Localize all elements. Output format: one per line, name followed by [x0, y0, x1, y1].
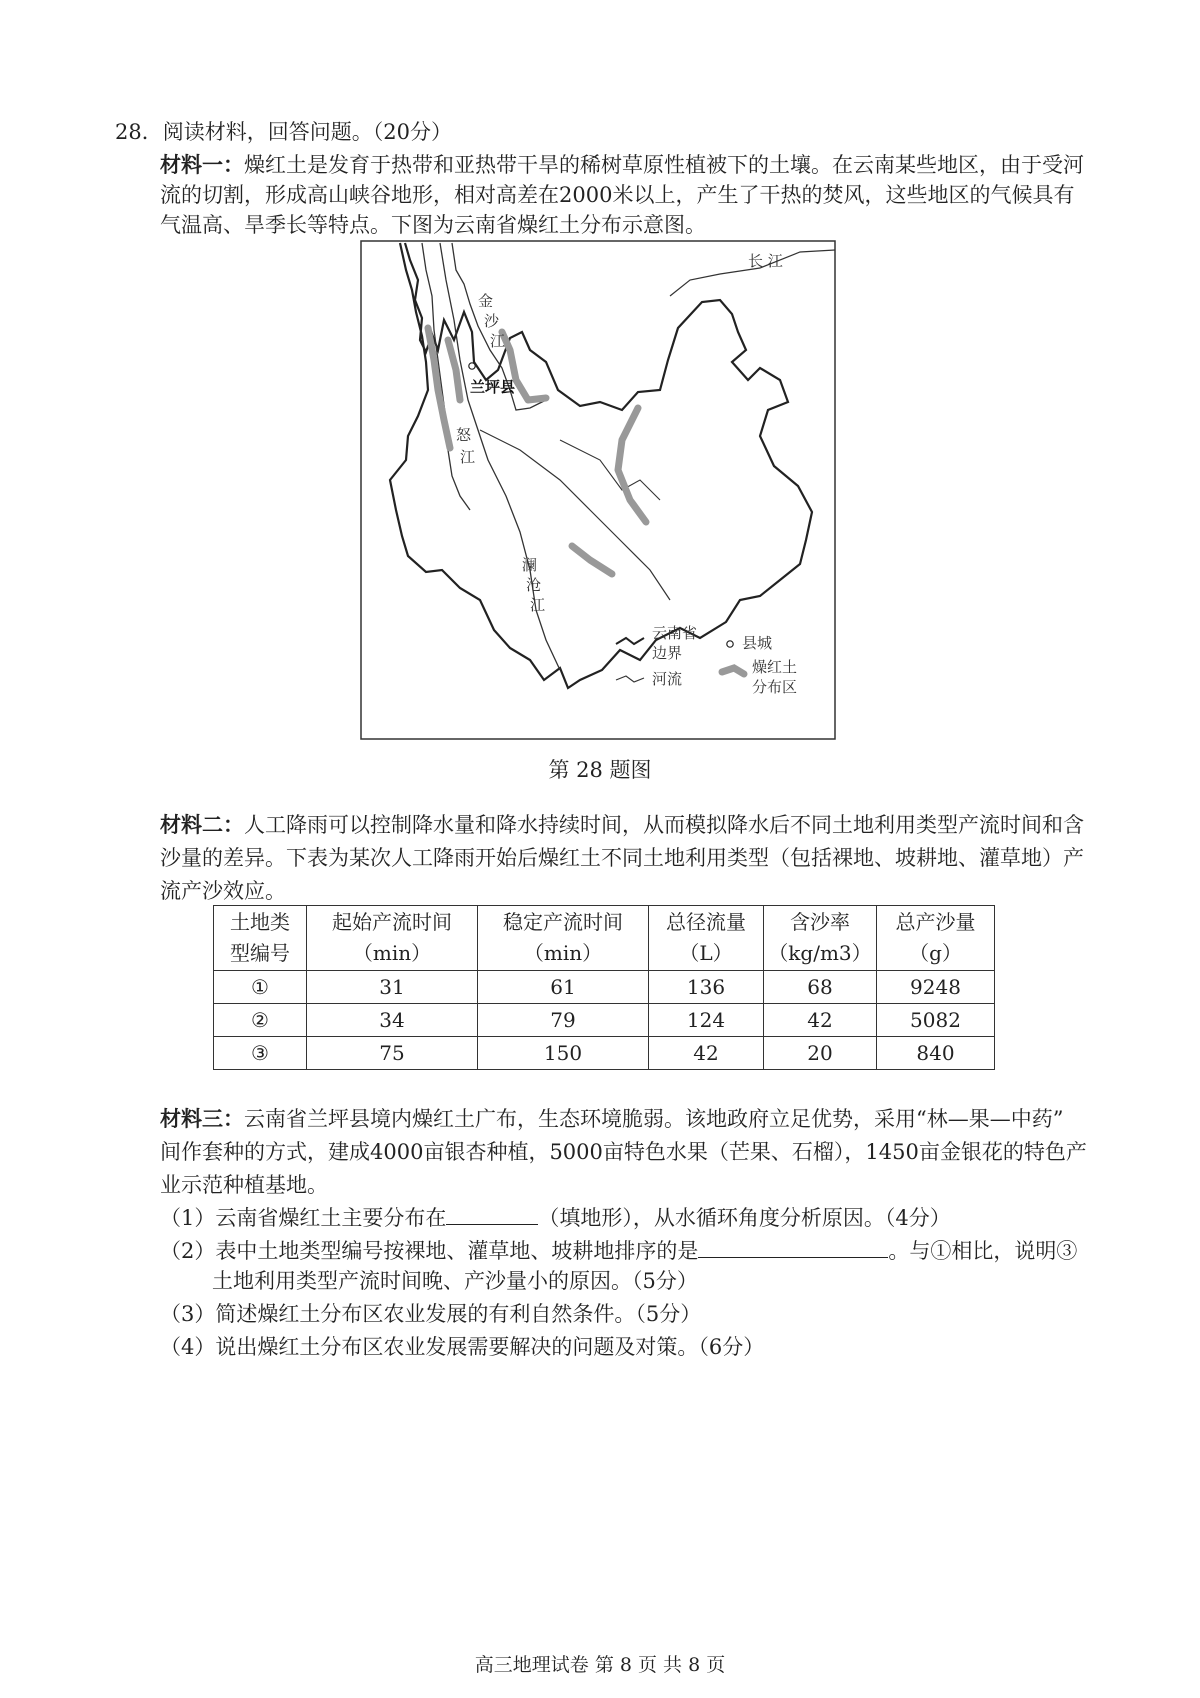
changjiang-label: 长 江 — [748, 252, 783, 270]
table-cell: 42 — [649, 1037, 764, 1070]
table-cell: 124 — [649, 1004, 764, 1037]
table-cell: 34 — [307, 1004, 478, 1037]
jinsha-label-3: 江 — [490, 332, 506, 350]
material2-line1 — [160, 810, 1084, 840]
jinsha-label-1: 金 — [478, 292, 494, 310]
table-cell: 61 — [478, 971, 649, 1004]
answer-blank-2[interactable] — [698, 1237, 888, 1258]
question-header: 28．阅读材料，回答问题。（20分） — [115, 120, 452, 144]
subquestion-2-cont: 土地利用类型产流时间晚、产沙量小的原因。（5分） — [212, 1269, 698, 1293]
table-cell: 840 — [877, 1037, 995, 1070]
material3-line1 — [160, 1104, 1063, 1134]
material2-text1: 人工降雨可以控制降水量和降水持续时间，从而模拟降水后不同土地利用类型产流时间和含 — [244, 813, 1084, 837]
table-header-cell: 总径流量 （L） — [649, 906, 764, 971]
runoff-sediment-table — [213, 905, 995, 1070]
lanping-dot — [469, 363, 475, 369]
table-header-cell: 土地类 型编号 — [214, 906, 307, 971]
table-row — [214, 1004, 995, 1037]
table-cell: 9248 — [877, 971, 995, 1004]
table-cell: ① — [214, 971, 307, 1004]
lancang-label-2: 沧 — [526, 576, 542, 594]
yunnan-soil-map — [360, 240, 836, 740]
figure-caption: 第 28 题图 — [548, 758, 652, 782]
material2-line3: 流产沙效应。 — [160, 879, 286, 903]
material2-line2: 沙量的差异。下表为某次人工降雨开始后燥红土不同土地利用类型（包括裸地、坡耕地、灌草地）产 — [160, 846, 1084, 870]
table-header-cell: 起始产流时间 （min） — [307, 906, 478, 971]
material3-line2: 间作套种的方式，建成4000亩银杏种植，5000亩特色水果（芒果、石榴），1450亩金银花的特色产 — [160, 1140, 1087, 1164]
material1-line3: 气温高、旱季长等特点。下图为云南省燥红土分布示意图。 — [160, 213, 706, 237]
table-cell: 79 — [478, 1004, 649, 1037]
legend-border-1: 云南省 — [652, 624, 698, 642]
material1-text1: 燥红土是发育于热带和亚热带干旱的稀树草原性植被下的土壤。在云南某些地区，由于受河 — [244, 153, 1084, 177]
table-cell: 75 — [307, 1037, 478, 1070]
legend-river: 河流 — [652, 670, 683, 688]
table-cell: ② — [214, 1004, 307, 1037]
lanping-label: 兰坪县 — [470, 378, 516, 396]
table-header-cell: 含沙率 （kg/m3） — [764, 906, 877, 971]
table-header-cell: 总产沙量 （g） — [877, 906, 995, 971]
material1-line1 — [160, 150, 1084, 180]
table-cell: 31 — [307, 971, 478, 1004]
table-cell: 42 — [764, 1004, 877, 1037]
table-cell: 20 — [764, 1037, 877, 1070]
material3-line3: 业示范种植基地。 — [160, 1173, 328, 1197]
table-cell: 136 — [649, 971, 764, 1004]
nu-label-2: 江 — [460, 448, 476, 466]
legend-soil-1: 燥红土 — [752, 658, 798, 676]
table-header-row — [214, 906, 995, 971]
subquestion-4: （4）说出燥红土分布区农业发展需要解决的问题及对策。（6分） — [160, 1335, 765, 1359]
legend-border-2: 边界 — [652, 644, 683, 662]
jinsha-label-2: 沙 — [484, 312, 500, 330]
table-row — [214, 1037, 995, 1070]
lancang-label-1: 澜 — [522, 556, 538, 574]
material3-text1: 云南省兰坪县境内燥红土广布，生态环境脆弱。该地政府立足优势，采用“林—果—中药” — [244, 1107, 1064, 1131]
legend-county: 县城 — [742, 634, 773, 652]
answer-blank-1[interactable] — [446, 1204, 538, 1225]
table-row — [214, 971, 995, 1004]
table-cell: 5082 — [877, 1004, 995, 1037]
subquestion-2: （2）表中土地类型编号按裸地、灌草地、坡耕地排序的是 。与①相比，说明③ — [160, 1239, 1078, 1263]
table-cell: 150 — [478, 1037, 649, 1070]
subquestion-3: （3）简述燥红土分布区农业发展的有利自然条件。（5分） — [160, 1302, 702, 1326]
map-svg — [360, 240, 836, 740]
nu-label-1: 怒 — [456, 426, 472, 444]
table-header-cell: 稳定产流时间 （min） — [478, 906, 649, 971]
legend-county-symbol — [727, 641, 733, 647]
table-cell: ③ — [214, 1037, 307, 1070]
material1-line2: 流的切割，形成高山峡谷地形，相对高差在2000米以上，产生了干热的焚风，这些地区的气候具有 — [160, 183, 1075, 207]
material3-label: 材料三： — [160, 1106, 244, 1131]
table-cell: 68 — [764, 971, 877, 1004]
legend-soil-2: 分布区 — [752, 678, 798, 696]
material2-label: 材料二： — [160, 812, 244, 837]
subquestion-1: （1）云南省燥红土主要分布在 （填地形），从水循环角度分析原因。（4分） — [160, 1206, 951, 1230]
page-footer: 高三地理试卷 第 8 页 共 8 页 — [474, 1654, 726, 1676]
lancang-label-3: 江 — [530, 596, 546, 614]
material1-label: 材料一： — [160, 152, 244, 177]
